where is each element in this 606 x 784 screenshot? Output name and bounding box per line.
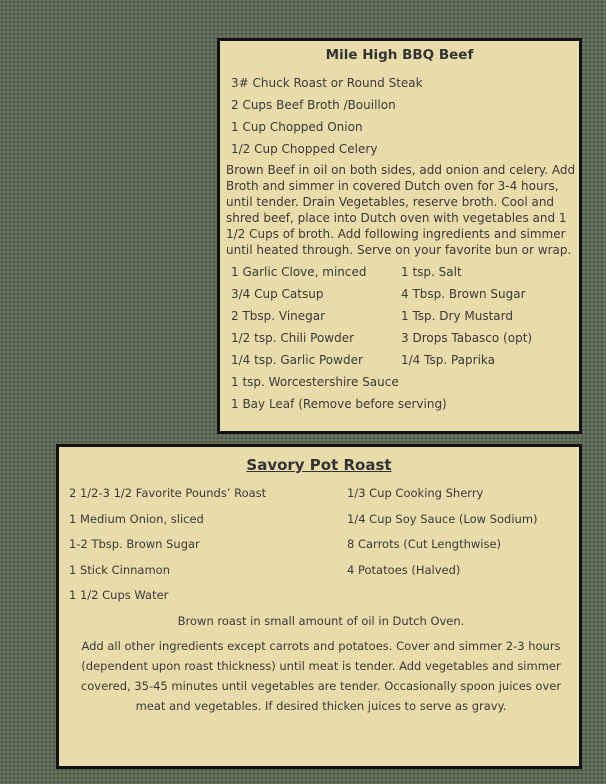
ingredient-item: 8 Carrots (Cut Lengthwise) — [347, 537, 502, 551]
ingredient-item: 1/4 Cup Soy Sauce (Low Sodium) — [347, 512, 538, 526]
ingredient-item: 1 Garlic Clove, minced — [231, 265, 367, 279]
recipe-instruction: Brown roast in small amount of oil in Dutch Oven. — [177, 614, 465, 628]
ingredient-item: 2 Cups Beef Broth /Bouillon — [231, 98, 396, 112]
ingredient-item: 1/2 Cup Chopped Celery — [231, 142, 378, 156]
ingredient-item: 1/4 tsp. Garlic Powder — [231, 353, 363, 367]
ingredient-item: 1 tsp. Worcestershire Sauce — [231, 375, 399, 389]
recipe-title: Savory Pot Roast — [246, 456, 392, 474]
ingredient-item: 1 Medium Onion, sliced — [69, 512, 204, 526]
ingredient-item: 1-2 Tbsp. Brown Sugar — [69, 537, 200, 551]
recipe-title: Mile High BBQ Beef — [325, 47, 474, 63]
recipe-instruction: Add all other ingredients except carrots and potatoes. Cover and simmer 2-3 hours (dependent upon roast thickness) until meat is tender. Add vegetables and simmer covered, 35-45 minutes until vegetables are tender. Occasionally spoon juices over meat and vegetables. If desired thicken juices to serve as gravy. — [80, 639, 562, 713]
ingredient-item: 4 Tbsp. Brown Sugar — [401, 287, 526, 301]
ingredient-item: 3 Drops Tabasco (opt) — [401, 331, 533, 345]
recipe-card-pot-roast — [56, 444, 582, 769]
ingredient-item: 4 Potatoes (Halved) — [347, 563, 461, 577]
ingredient-item: 1/4 Tsp. Paprika — [401, 353, 495, 367]
ingredient-item: 1 Tsp. Dry Mustard — [401, 309, 513, 323]
ingredient-item: 2 Tbsp. Vinegar — [231, 309, 326, 323]
recipe-instructions: Brown Beef in oil on both sides, add onion and celery. Add Broth and simmer in covered Dutch oven for 3-4 hours, until tender. Drain Vegetables, reserve broth. Cool and shred beef, place into Dutch oven with vegetables and 1 1/2 Cups of broth. Add following ingredients and simmer until heated through. Serve on your favorite bun or wrap. — [226, 163, 576, 257]
ingredient-item: 1 Stick Cinnamon — [69, 563, 170, 577]
ingredient-item: 1 tsp. Salt — [401, 265, 462, 279]
ingredient-item: 2 1/2-3 1/2 Favorite Pounds’ Roast — [69, 486, 267, 500]
ingredient-item: 1 Cup Chopped Onion — [231, 120, 363, 134]
ingredient-item: 1/2 tsp. Chili Powder — [231, 331, 355, 345]
ingredient-item: 1 Bay Leaf (Remove before serving) — [231, 397, 447, 411]
recipe-card-bbq-beef — [217, 38, 582, 434]
ingredient-item: 3/4 Cup Catsup — [231, 287, 324, 301]
ingredient-item: 1 1/2 Cups Water — [69, 588, 169, 602]
ingredient-item: 1/3 Cup Cooking Sherry — [347, 486, 484, 500]
ingredient-item: 3# Chuck Roast or Round Steak — [231, 76, 423, 90]
